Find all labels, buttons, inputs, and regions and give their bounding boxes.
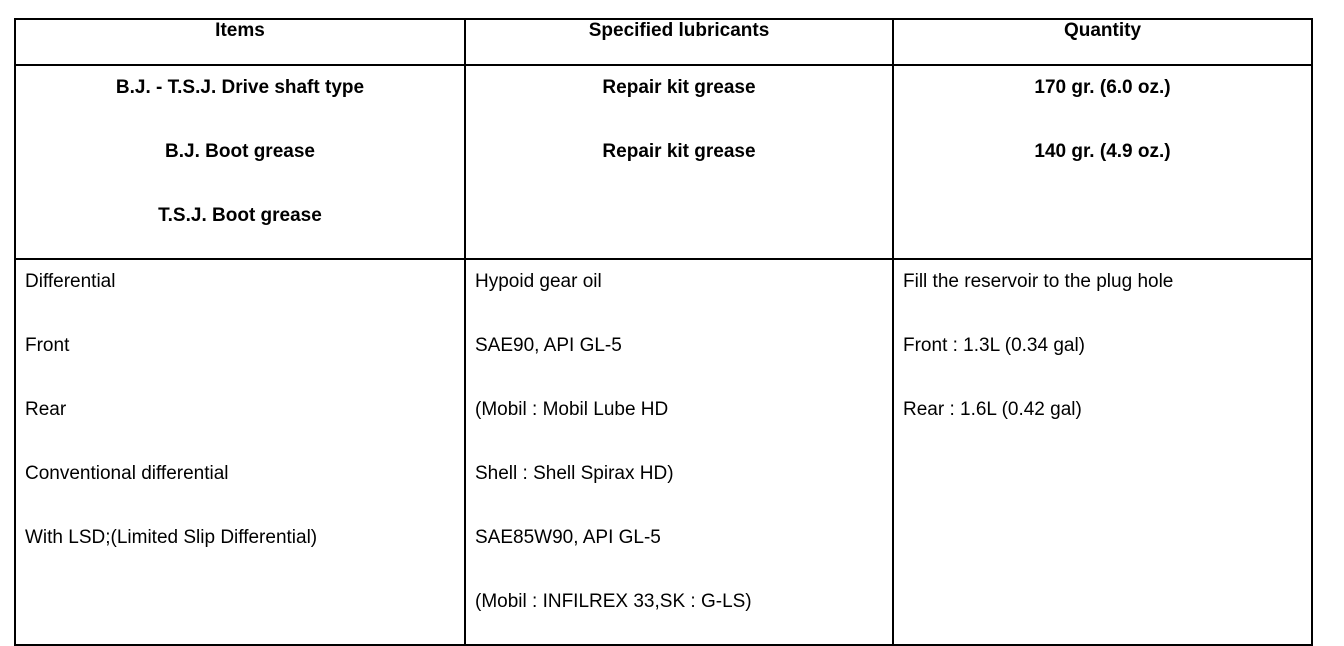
list-item: 140 gr. (4.9 oz.) xyxy=(1034,141,1171,162)
table-row-differential xyxy=(15,259,1312,645)
list-item: Fill the reservoir to the plug hole xyxy=(903,271,1174,292)
lubricant-spec-table xyxy=(14,18,1313,646)
list-item: B.J. Boot grease xyxy=(165,141,315,162)
drive-shaft-lubricants-cell xyxy=(465,65,893,259)
differential-quantity-cell xyxy=(893,259,1312,645)
drive-shaft-quantity-cell xyxy=(893,65,1312,259)
list-item: With LSD;(Limited Slip Differential) xyxy=(25,527,318,548)
list-item: (Mobil : Mobil Lube HD xyxy=(475,399,669,420)
list-item: SAE90, API GL-5 xyxy=(475,335,622,356)
list-item: Repair kit grease xyxy=(602,77,756,98)
drive-shaft-lubricants-list xyxy=(466,66,892,194)
table-row-drive-shaft xyxy=(15,65,1312,259)
list-item: Rear xyxy=(25,399,67,420)
differential-lubricants-cell xyxy=(465,259,893,645)
list-item: Shell : Shell Spirax HD) xyxy=(475,463,674,484)
differential-lubricants-list xyxy=(466,260,892,644)
drive-shaft-items-list xyxy=(16,66,464,258)
list-item: B.J. - T.S.J. Drive shaft type xyxy=(115,77,365,98)
list-item: Hypoid gear oil xyxy=(475,271,602,292)
differential-items-list xyxy=(16,260,464,580)
list-item: Conventional differential xyxy=(25,463,229,484)
differential-quantity-list xyxy=(894,260,1311,452)
header-specified-lubricants: Specified lubricants xyxy=(465,19,893,65)
list-item: SAE85W90, API GL-5 xyxy=(475,527,661,548)
list-item: 170 gr. (6.0 oz.) xyxy=(1034,77,1171,98)
drive-shaft-quantity-list xyxy=(894,66,1311,194)
list-item: Rear : 1.6L (0.42 gal) xyxy=(903,399,1082,420)
header-items: Items xyxy=(15,19,465,65)
drive-shaft-items-cell xyxy=(15,65,465,259)
list-item: T.S.J. Boot grease xyxy=(158,205,322,226)
header-quantity: Quantity xyxy=(893,19,1312,65)
list-item: Differential xyxy=(25,271,116,292)
list-item: Front xyxy=(25,335,70,356)
list-item: Front : 1.3L (0.34 gal) xyxy=(903,335,1086,356)
table-header-row xyxy=(15,19,1312,65)
list-item: Repair kit grease xyxy=(602,141,756,162)
list-item: (Mobil : INFILREX 33,SK : G-LS) xyxy=(475,591,752,612)
differential-items-cell xyxy=(15,259,465,645)
